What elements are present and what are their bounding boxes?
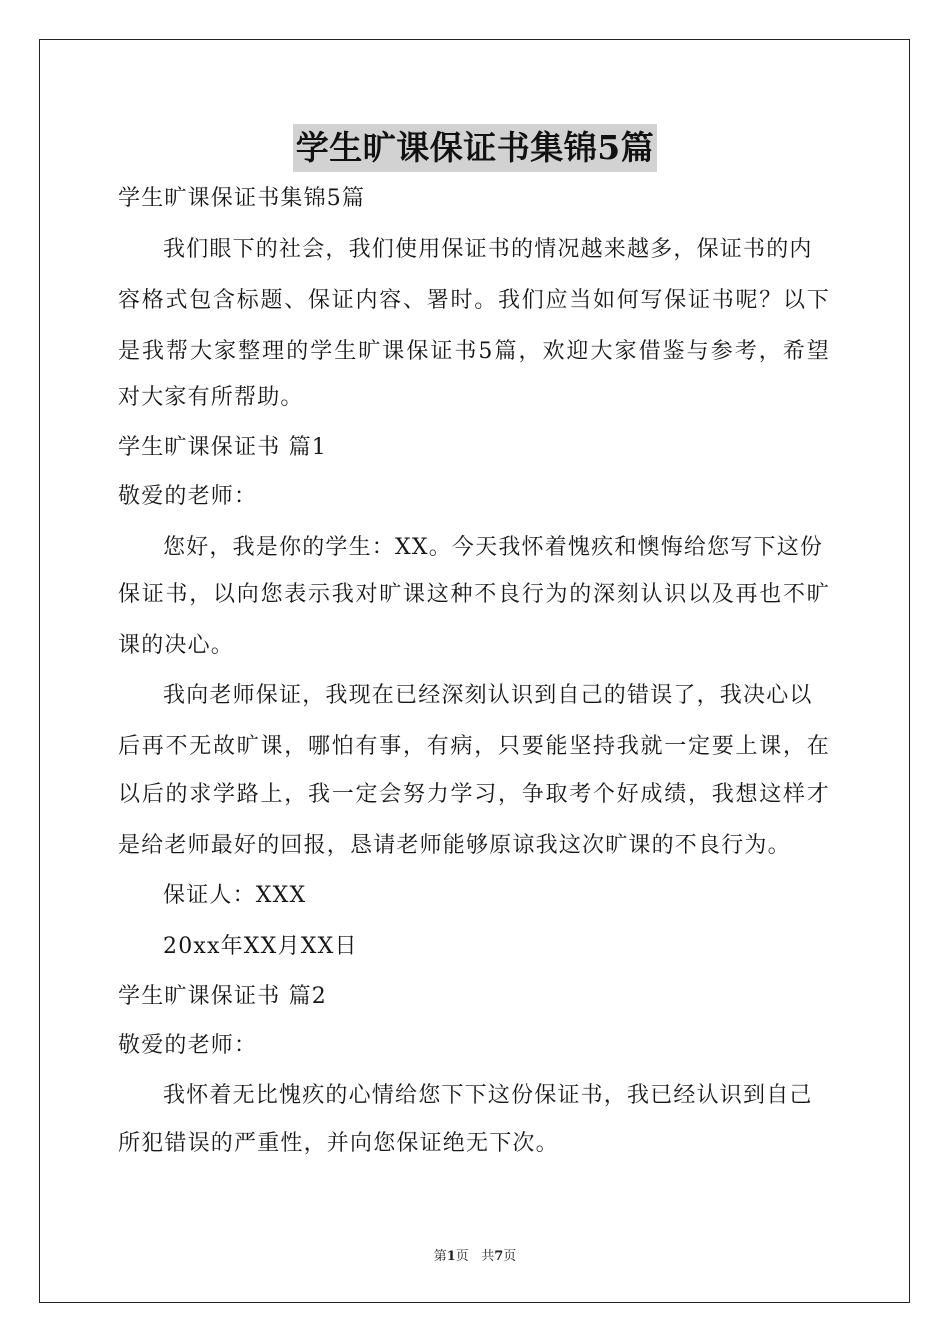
footer-page-prefix: 第 (433, 1249, 447, 1264)
footer-total-prefix: 共 (481, 1249, 495, 1264)
section1-para1-line-1: 您好，我是你的学生：XX。今天我怀着愧疚和懊悔给您写下这份 (163, 535, 824, 560)
section2-heading: 学生旷课保证书 篇2 (118, 984, 327, 1009)
footer-page-number: 1 (446, 1249, 456, 1264)
footer-total-suffix: 页 (503, 1249, 517, 1264)
document-title: 学生旷课保证书集锦5篇 (293, 124, 657, 172)
section1-para2-line-1: 我向老师保证，我现在已经深刻认识到自己的错误了，我决心以 (163, 683, 813, 708)
intro-line-4: 对大家有所帮助。 (118, 385, 304, 410)
title-container (0, 124, 950, 172)
section1-para1-line-2: 保证书，以向您表示我对旷课这种不良行为的深刻认识以及再也不旷 (118, 582, 830, 607)
section2-salutation: 敬爱的老师： (118, 1033, 258, 1058)
intro-line-2: 容格式包含标题、保证内容、署时。我们应当如何写保证书呢？以下 (118, 288, 830, 313)
section1-date: 20xx年XX月XX日 (163, 934, 358, 959)
page-border (39, 39, 910, 1303)
section1-para2-line-3: 以后的求学路上，我一定会努力学习，争取考个好成绩，我想这样才 (118, 782, 830, 807)
section1-heading: 学生旷课保证书 篇1 (118, 435, 327, 460)
footer-total-number: 7 (494, 1249, 504, 1264)
document-subtitle: 学生旷课保证书集锦5篇 (118, 186, 366, 211)
intro-line-3: 是我帮大家整理的学生旷课保证书5篇，欢迎大家借鉴与参考，希望 (118, 339, 830, 364)
section1-salutation: 敬爱的老师： (118, 484, 258, 509)
section1-para1-line-3: 课的决心。 (118, 633, 235, 658)
footer-page-suffix: 页 (455, 1249, 469, 1264)
section1-para2-line-4: 是给老师最好的回报，恳请老师能够原谅我这次旷课的不良行为。 (118, 833, 791, 858)
page-footer (0, 1247, 950, 1267)
section2-para1-line-1: 我怀着无比愧疚的心情给您下下这份保证书，我已经认识到自己 (163, 1083, 813, 1108)
section1-signer: 保证人：XXX (163, 883, 307, 908)
intro-line-1: 我们眼下的社会，我们使用保证书的情况越来越多，保证书的内 (163, 237, 813, 262)
section1-para2-line-2: 后再不无故旷课，哪怕有事，有病，只要能坚持我就一定要上课，在 (118, 734, 830, 759)
section2-para1-line-2: 所犯错误的严重性，并向您保证绝无下次。 (118, 1131, 559, 1156)
